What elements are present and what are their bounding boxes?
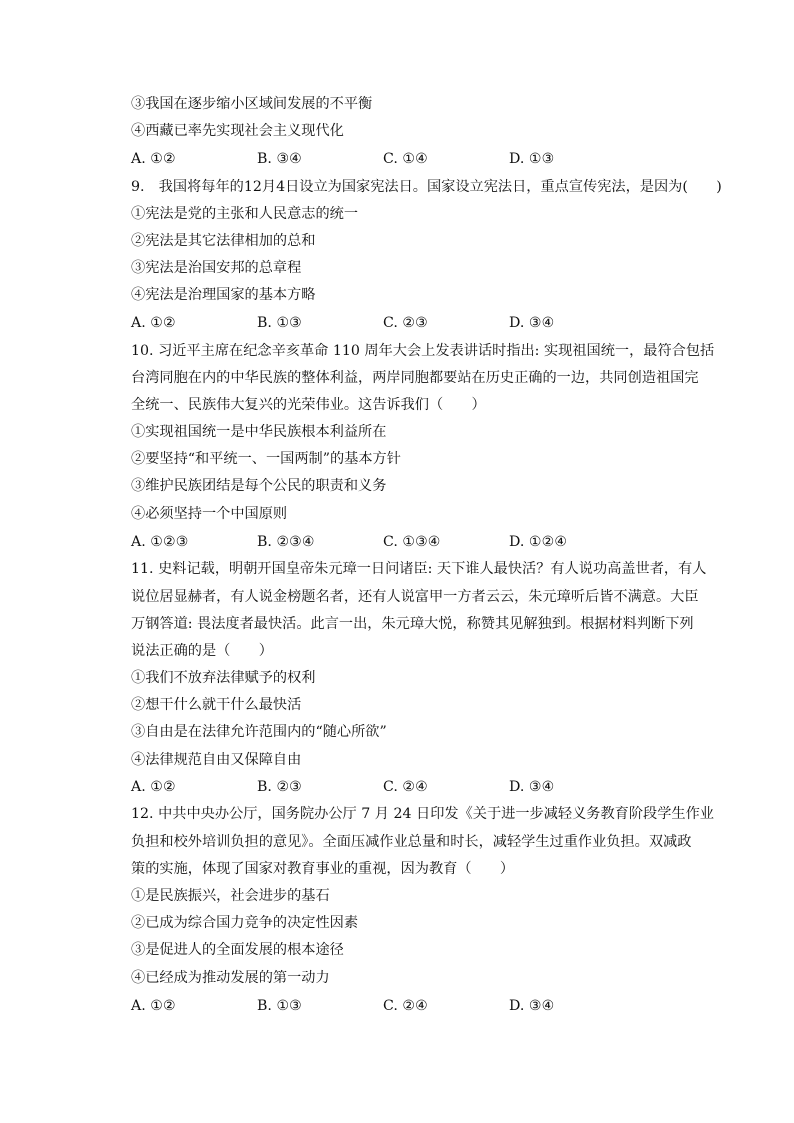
q11-option-a: A. ①② bbox=[131, 779, 176, 795]
q8-option-b: B. ③④ bbox=[257, 151, 302, 167]
q11-item-2: ②想干什么就干什么最快活 bbox=[131, 697, 302, 713]
q10-item-1: ①实现祖国统一是中华民族根本利益所在 bbox=[131, 424, 387, 440]
q9-item-1: ①宪法是党的主张和人民意志的统一 bbox=[131, 206, 359, 222]
q12-item-4: ④已经成为推动发展的第一动力 bbox=[131, 970, 330, 986]
q8-option-a: A. ①② bbox=[131, 151, 176, 167]
q11-option-b: B. ②③ bbox=[257, 779, 302, 795]
q10-option-b: B. ②③④ bbox=[257, 534, 315, 550]
q10-stem-line-2: 台湾同胞在内的中华民族的整体利益，两岸同胞都要站在历史正确的一边，共同创造祖国完 bbox=[131, 370, 699, 386]
q8-option-c: C. ①④ bbox=[383, 151, 428, 167]
q12-stem-line-2: 负担和校外培训负担的意见》。全面压减作业总量和时长，减轻学生过重作业负担。双减政 bbox=[131, 834, 692, 850]
q9-option-b: B. ①③ bbox=[257, 315, 302, 331]
q9-item-2: ②宪法是其它法律相加的总和 bbox=[131, 233, 316, 249]
q11-stem-line-1: 11. 史料记载，明朝开国皇帝朱元璋一日问诸臣: 天下谁人最快活？有人说功高盖世者，有人 bbox=[131, 561, 707, 577]
q10-option-d: D. ①②④ bbox=[509, 534, 568, 550]
q10-item-2: ②要坚持“和平统一、一国两制”的基本方针 bbox=[131, 451, 401, 467]
q11-option-d: D. ③④ bbox=[509, 779, 555, 795]
q12-option-b: B. ①③ bbox=[257, 998, 302, 1014]
q11-item-1: ①我们不放弃法律赋予的权利 bbox=[131, 670, 316, 686]
q12-option-c: C. ②④ bbox=[383, 998, 428, 1014]
q12-item-2: ②已成为综合国力竞争的决定性因素 bbox=[131, 915, 359, 931]
q11-stem-line-2: 说位居显赫者，有人说金榜题名者，还有人说富甲一方者云云，朱元璋听后皆不满意。大臣 bbox=[131, 589, 699, 605]
q11-item-4: ④法律规范自由又保障自由 bbox=[131, 752, 302, 768]
q9-item-4: ④宪法是治理国家的基本方略 bbox=[131, 287, 316, 303]
q12-stem-line-1: 12. 中共中央办公厅，国务院办公厅 7 月 24 日印发《关于进一步减轻义务教育阶段学生作业 bbox=[131, 806, 714, 822]
q11-item-3: ③自由是在法律允许范围内的“随心所欲” bbox=[131, 724, 387, 740]
q10-stem-line-3: 全统一、民族伟大复兴的光荣伟业。这告诉我们（ ） bbox=[131, 397, 486, 413]
q10-item-4: ④必须坚持一个中国原则 bbox=[131, 506, 288, 522]
q9-option-a: A. ①② bbox=[131, 315, 176, 331]
q8-option-d: D. ①③ bbox=[509, 151, 555, 167]
q9-option-c: C. ②③ bbox=[383, 315, 428, 331]
q8-item-4: ④西藏已率先实现社会主义现代化 bbox=[131, 123, 344, 139]
q10-stem-line-1: 10. 习近平主席在纪念辛亥革命 110 周年大会上发表讲话时指出: 实现祖国统一，最符合包括 bbox=[131, 343, 715, 359]
q12-item-1: ①是民族振兴，社会进步的基石 bbox=[131, 888, 330, 904]
q12-option-a: A. ①② bbox=[131, 998, 176, 1014]
q9-item-3: ③宪法是治国安邦的总章程 bbox=[131, 260, 302, 276]
q10-item-3: ③维护民族团结是每个公民的职责和义务 bbox=[131, 478, 387, 494]
q11-stem-line-4: 说法正确的是（ ） bbox=[131, 643, 273, 659]
q11-option-c: C. ②④ bbox=[383, 779, 428, 795]
q10-option-c: C. ①③④ bbox=[383, 534, 441, 550]
q12-option-d: D. ③④ bbox=[509, 998, 555, 1014]
q11-stem-line-3: 万钢答道: 畏法度者最快活。此言一出，朱元璋大悦，称赞其见解独到。根据材料判断下列 bbox=[131, 616, 694, 632]
q9-option-d: D. ③④ bbox=[509, 315, 555, 331]
q12-stem-line-3: 策的实施，体现了国家对教育事业的重视，因为教育（ ） bbox=[131, 861, 515, 877]
q10-option-a: A. ①②③ bbox=[131, 534, 189, 550]
q12-item-3: ③是促进人的全面发展的根本途径 bbox=[131, 942, 344, 958]
q9-stem: 9. 我国将每年的12月4日设立为国家宪法日。国家设立宪法日，重点宣传宪法，是因为( ) bbox=[131, 179, 722, 195]
q8-item-3: ③我国在逐步缩小区域间发展的不平衡 bbox=[131, 96, 373, 112]
